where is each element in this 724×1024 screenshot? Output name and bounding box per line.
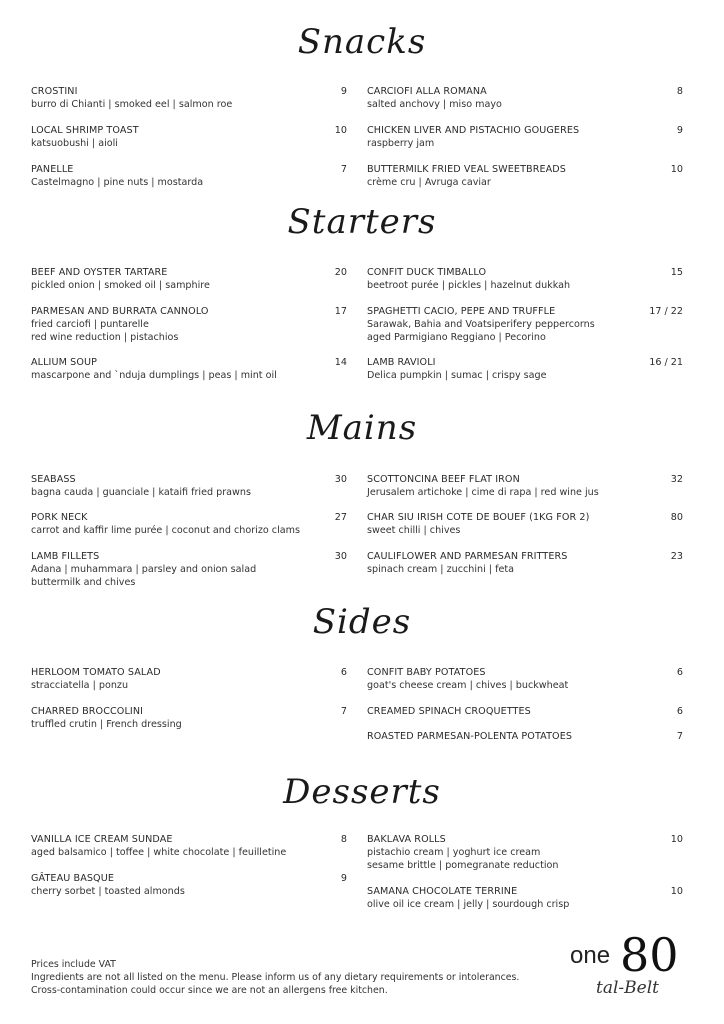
item-price: 6 <box>676 706 683 717</box>
section-heading-snacks: Snacks <box>297 22 427 62</box>
section-heading-mains: Mains <box>306 408 418 448</box>
item-description: beetroot purée | pickles | hazelnut dukkah <box>367 280 571 291</box>
item-name: CAULIFLOWER AND PARMESAN FRITTERS <box>367 551 568 562</box>
menu-item <box>367 511 683 537</box>
item-description: pistachio cream | yoghurt ice cream <box>367 847 541 858</box>
item-description: goat's cheese cream | chives | buckwheat <box>367 680 569 691</box>
item-name: CHICKEN LIVER AND PISTACHIO GOUGERES <box>367 125 580 136</box>
item-price: 27 <box>334 512 347 523</box>
item-description: fried carciofi | puntarelle <box>31 319 149 330</box>
item-name: LAMB RAVIOLI <box>367 357 436 368</box>
item-description: buttermilk and chives <box>31 577 136 588</box>
menu-item <box>31 473 347 499</box>
item-price: 32 <box>670 474 683 485</box>
item-name: BAKLAVA ROLLS <box>367 834 446 845</box>
item-price: 9 <box>676 125 683 136</box>
item-price: 6 <box>340 667 347 678</box>
item-description: aged Parmigiano Reggiano | Pecorino <box>367 332 546 343</box>
menu-item <box>31 163 347 189</box>
item-description: raspberry jam <box>367 138 435 149</box>
item-price: 80 <box>670 512 683 523</box>
item-description: carrot and kaffir lime purée | coconut and chorizo clams <box>31 525 300 536</box>
item-description: sweet chilli | chives <box>367 525 461 536</box>
item-description: Delica pumpkin | sumac | crispy sage <box>367 370 547 381</box>
item-name: CROSTINI <box>31 86 78 97</box>
ingredients-note: Ingredients are not all listed on the menu. Please inform us of any dietary requirements or intolerances. <box>31 972 520 983</box>
restaurant-logo <box>566 928 690 1012</box>
item-description: aged balsamico | toffee | white chocolate | feuilletine <box>31 847 287 858</box>
menu-item <box>367 124 683 150</box>
item-description: cherry sorbet | toasted almonds <box>31 886 185 897</box>
item-name: HERLOOM TOMATO SALAD <box>31 667 161 678</box>
item-price: 17 <box>334 306 347 317</box>
menu-item <box>367 473 683 499</box>
item-price: 10 <box>670 834 683 845</box>
logo-subtitle: tal-Belt <box>596 978 659 998</box>
item-name: SCOTTONCINA BEEF FLAT IRON <box>367 474 520 485</box>
item-description: sesame brittle | pomegranate reduction <box>367 860 559 871</box>
item-name: VANILLA ICE CREAM SUNDAE <box>31 834 173 845</box>
menu-item <box>367 305 683 344</box>
item-description: spinach cream | zucchini | feta <box>367 564 514 575</box>
item-name: SEABASS <box>31 474 76 485</box>
menu-item <box>31 266 347 292</box>
menu-item <box>31 305 347 344</box>
item-price: 8 <box>340 834 347 845</box>
menu-item <box>367 666 683 692</box>
item-description: Castelmagno | pine nuts | mostarda <box>31 177 204 188</box>
logo-eighty: 80 <box>620 928 679 982</box>
item-name: LAMB FILLETS <box>31 551 100 562</box>
item-description: Adana | muhammara | parsley and onion salad <box>31 564 257 575</box>
item-price: 20 <box>334 267 347 278</box>
menu-item <box>31 356 347 382</box>
item-name: CHAR SIU IRISH COTE DE BOUEF (1KG FOR 2) <box>367 512 590 523</box>
item-name: PORK NECK <box>31 512 88 523</box>
section-heading-desserts: Desserts <box>283 772 441 812</box>
menu-item <box>367 730 683 743</box>
menu-item <box>31 833 347 859</box>
item-price: 6 <box>676 667 683 678</box>
item-name: SAMANA CHOCOLATE TERRINE <box>367 886 518 897</box>
vat-note: Prices include VAT <box>31 959 116 970</box>
item-description: burro di Chianti | smoked eel | salmon roe <box>31 99 233 110</box>
item-name: BUTTERMILK FRIED VEAL SWEETBREADS <box>367 164 566 175</box>
menu-item <box>31 666 347 692</box>
item-price: 7 <box>340 706 347 717</box>
item-description: mascarpone and `nduja dumplings | peas | mint oil <box>31 370 277 381</box>
item-description: salted anchovy | miso mayo <box>367 99 502 110</box>
item-price: 9 <box>340 873 347 884</box>
item-price: 10 <box>334 125 347 136</box>
item-description: stracciatella | ponzu <box>31 680 129 691</box>
menu-item <box>367 163 683 189</box>
item-name: CREAMED SPINACH CROQUETTES <box>367 706 531 717</box>
item-name: CARCIOFI ALLA ROMANA <box>367 86 487 97</box>
item-name: SPAGHETTI CACIO, PEPE AND TRUFFLE <box>367 306 556 317</box>
item-description: Jerusalem artichoke | cime di rapa | red wine jus <box>367 487 599 498</box>
item-price: 30 <box>334 474 347 485</box>
item-description: crème cru | Avruga caviar <box>367 177 491 188</box>
item-description: katsuobushi | aioli <box>31 138 118 149</box>
item-price: 9 <box>340 86 347 97</box>
item-price: 14 <box>334 357 347 368</box>
item-price: 15 <box>670 267 683 278</box>
menu-item <box>31 872 347 898</box>
menu-item <box>367 833 683 872</box>
section-heading-starters: Starters <box>287 202 437 242</box>
item-price: 30 <box>334 551 347 562</box>
item-description: Sarawak, Bahia and Voatsiperifery peppercorns <box>367 319 595 330</box>
item-price: 7 <box>340 164 347 175</box>
item-name: PANELLE <box>31 164 74 175</box>
menu-item <box>367 705 683 718</box>
menu-item <box>367 85 683 111</box>
menu-item <box>31 705 347 731</box>
menu-item <box>367 885 683 911</box>
item-name: ALLIUM SOUP <box>31 357 97 368</box>
item-name: ROASTED PARMESAN-POLENTA POTATOES <box>367 731 573 742</box>
menu-item <box>31 550 347 589</box>
allergen-note: Cross-contamination could occur since we are not an allergens free kitchen. <box>31 985 388 996</box>
item-description: red wine reduction | pistachios <box>31 332 179 343</box>
item-name: CHARRED BROCCOLINI <box>31 706 144 717</box>
item-price: 8 <box>676 86 683 97</box>
item-name: PARMESAN AND BURRATA CANNOLO <box>31 306 209 317</box>
menu-item <box>367 550 683 576</box>
menu-item <box>367 266 683 292</box>
logo-one: one <box>570 942 611 969</box>
section-heading-sides: Sides <box>312 602 412 642</box>
menu-item <box>31 124 347 150</box>
item-name: CONFIT BABY POTATOES <box>367 667 486 678</box>
item-price: 17 / 22 <box>649 306 683 317</box>
item-price: 10 <box>670 886 683 897</box>
menu-item <box>31 511 347 537</box>
menu-item <box>31 85 347 111</box>
item-description: truffled crutin | French dressing <box>31 719 182 730</box>
item-name: CONFIT DUCK TIMBALLO <box>367 267 487 278</box>
footer-notes <box>31 958 519 997</box>
item-price: 7 <box>676 731 683 742</box>
item-price: 23 <box>670 551 683 562</box>
item-description: bagna cauda | guanciale | kataifi fried prawns <box>31 487 251 498</box>
item-price: 10 <box>670 164 683 175</box>
item-description: olive oil ice cream | jelly | sourdough crisp <box>367 899 570 910</box>
item-name: LOCAL SHRIMP TOAST <box>31 125 139 136</box>
menu-item <box>367 356 683 382</box>
item-name: BEEF AND OYSTER TARTARE <box>31 267 168 278</box>
item-description: pickled onion | smoked oil | samphire <box>31 280 210 291</box>
item-name: GÂTEAU BASQUE <box>31 873 114 884</box>
item-price: 16 / 21 <box>649 357 683 368</box>
